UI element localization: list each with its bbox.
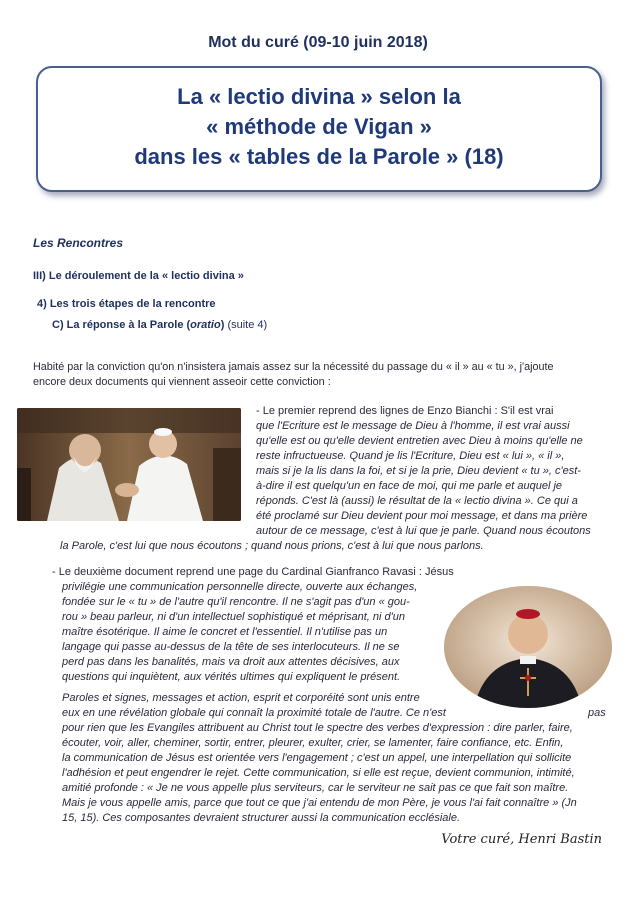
doc1-last-line: la Parole, c'est lui que nous écoutons ; quand nous prions, c'est à lui que nous parlons. — [60, 540, 484, 552]
doc1-line: autour de ce message, c'est à lui que je parle. Quand nous écoutons — [256, 525, 591, 537]
section-heading: Les Rencontres — [33, 236, 124, 250]
outline-level-1: III) Le déroulement de la « lectio divina » — [33, 270, 244, 282]
doc2-para2-line: Paroles et signes, messages et action, esprit et corporéité sont unis entre — [62, 692, 420, 704]
intro-paragraph — [33, 360, 613, 390]
title-line-1: La « lectio divina » selon la — [177, 84, 461, 109]
doc2-para2-line: eux en une révélation globale qui connaît la proximité totale de l'autre. Ce n'est — [62, 707, 446, 719]
doc1-line: reste infructueuse. Quand je lis l'Ecriture, Dieu est « lui », « il », — [256, 450, 565, 462]
doc2-line: fondée sur le « tu » de l'autre qu'il rencontre. Il ne s'agit pas d'un « gou- — [62, 596, 410, 608]
doc2-para2-line: pour rien que les Evangiles attribuent au Christ tout le spectre des verbes d'expression : dire parler, faire, — [62, 722, 573, 734]
outline-level-3-term: oratio — [190, 319, 221, 331]
title-box — [36, 66, 602, 192]
outline-level-3-note: (suite 4) — [224, 319, 268, 331]
intro-line: encore deux documents qui viennent asseoir cette conviction : — [33, 376, 331, 388]
doc1-line: à-dire il est quelqu'un en face de moi, qui me parle et auquel je — [256, 480, 563, 492]
photo-cardinal — [444, 586, 612, 708]
doc2-line: langage qui passe au-dessus de la tête de ses interlocuteurs. Il ne se — [62, 641, 400, 653]
doc2-line: rou » beau parleur, ni d'un intellectuel sophistiqué et méprisant, ni d'un — [62, 611, 405, 623]
doc2-pas: pas — [588, 707, 606, 719]
outline-level-3-prefix: C) La réponse à la Parole ( — [52, 319, 191, 331]
doc2-line: - Le deuxième document reprend une page du Cardinal Gianfranco Ravasi : Jésus — [52, 566, 454, 578]
doc2-para2-line: amitié profonde : « Je ne vous appelle plus serviteurs, car le serviteur ne sait pas ce que fait son maître. — [62, 782, 569, 794]
doc2-para2-line: écouter, voir, aller, cheminer, sortir, entrer, pleurer, exulter, crier, se lamenter, faire confiance, etc. Enfin, — [62, 737, 564, 749]
title-line-2: « méthode de Vigan » — [206, 114, 432, 139]
intro-line: Habité par la conviction qu'on n'insistera jamais assez sur la nécessité du passage du « il » au « tu », j'ajoute — [33, 361, 554, 373]
doc1-line: que l'Ecriture est le message de Dieu à l'homme, il est vrai aussi — [256, 420, 570, 432]
doc1-line: réponds. C'est là (aussi) le résultat de la « lectio divina ». Ce qui a — [256, 495, 578, 507]
doc2-line: privilégie une communication personnelle directe, ouverte aux échanges, — [62, 581, 418, 593]
doc1-line: - Le premier reprend des lignes de Enzo Bianchi : S'il est vrai — [256, 405, 554, 417]
outline-level-2: 4) Les trois étapes de la rencontre — [37, 298, 216, 310]
signature: Votre curé, Henri Bastin — [441, 832, 602, 847]
doc2-line: maître ésotérique. Il aime le concret et l'essentiel. Il n'utilise pas un — [62, 626, 388, 638]
page-title: Mot du curé (09-10 juin 2018) — [208, 34, 428, 51]
doc2-line: perd pas dans les banalités, mais va droit aux attentes décisives, aux — [62, 656, 400, 668]
doc2-para2-line: 15, 15). Ces composantes devraient structurer aussi la communication ecclésiale. — [62, 812, 461, 824]
outline-level-3 — [52, 319, 267, 331]
photo-two-clergymen — [17, 408, 241, 521]
doc2-line: questions qui inquiètent, aux vérités ultimes qui expliquent le présent. — [62, 671, 401, 683]
title-line-3: dans les « tables de la Parole » (18) — [134, 144, 504, 169]
outline-level-3-suffix: ) — [220, 319, 225, 331]
doc1-line: été proclamé sur Dieu devient pour moi message, et dans ma prière — [256, 510, 588, 522]
doc2-para2-line: la communication de Jésus est orientée vers l'engagement ; c'est un appel, une interpellation qui sollicite — [62, 752, 572, 764]
doc2-para2-line: Mais je vous appelle amis, parce que tout ce que j'ai entendu de mon Père, je vous l'ai fait connaître » (Jn — [62, 797, 577, 809]
doc2-para2-line: l'adhésion et peut engendrer le rejet. Cette communication, si elle est reçue, devient communion, intimité, — [62, 767, 575, 779]
doc1-line: mais si je la lis dans la foi, et si je la prie, Dieu devient « tu », c'est- — [256, 465, 581, 477]
doc1-line: qu'elle est ou qu'elle devient entretien avec Dieu à moins qu'elle ne — [256, 435, 583, 447]
